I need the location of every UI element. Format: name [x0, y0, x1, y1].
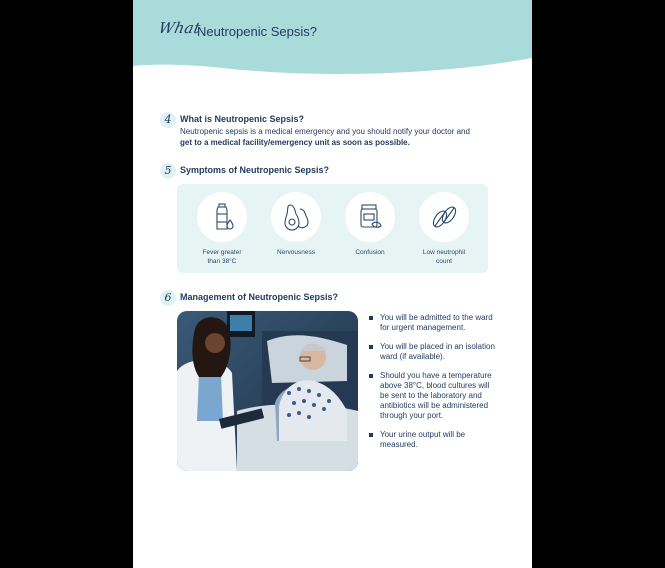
page-title: Neutropenic Sepsis? — [197, 24, 317, 39]
symptom-icon-circle — [271, 192, 321, 242]
list-item: You will be admitted to the ward for urgent management. — [369, 313, 497, 333]
section-number: 5 — [160, 163, 176, 179]
header-script-word: What — [157, 19, 203, 37]
section-body-bold: get to a medical facility/emergency unit as soon as possible. — [180, 138, 410, 147]
list-item: You will be placed in an isolation ward (if available). — [369, 342, 497, 362]
list-item: Should you have a temperature above 38°C, blood cultures will be sent to the laboratory and antibiotics will be administered through your port. — [369, 371, 497, 421]
symptom-label-line1: Confusion — [355, 249, 385, 256]
section-number: 6 — [160, 290, 176, 306]
hospital-photo — [177, 311, 358, 471]
page-header — [133, 0, 532, 74]
section-body — [180, 126, 495, 148]
symptom-icon-circle — [197, 192, 247, 242]
symptom-label — [335, 248, 405, 257]
section-body-text: Neutropenic sepsis is a medical emergency and you should notify your doctor and — [180, 127, 470, 136]
symptom-label — [261, 248, 331, 257]
symptoms-panel — [177, 184, 488, 273]
symptom-label-line2: than 38°C — [207, 258, 237, 265]
section-title: What is Neutropenic Sepsis? — [180, 114, 305, 124]
section-number: 4 — [160, 112, 176, 128]
section-title: Symptoms of Neutropenic Sepsis? — [180, 165, 330, 175]
symptom-item — [409, 192, 479, 266]
water-bottle-icon — [207, 202, 237, 232]
symptom-icon-circle — [345, 192, 395, 242]
symptom-label-line1: Fever greater — [202, 249, 242, 256]
symptom-label — [409, 248, 479, 266]
list-item: Your urine output will be measured. — [369, 430, 497, 450]
symptom-item — [261, 192, 331, 257]
section-title: Management of Neutropenic Sepsis? — [180, 292, 339, 302]
nuts-icon — [429, 202, 459, 232]
header-wave-band — [133, 0, 532, 74]
management-list — [369, 313, 497, 459]
symptom-icon-circle — [419, 192, 469, 242]
symptom-item — [187, 192, 257, 266]
symptom-label — [187, 248, 257, 266]
doctor-patient-image — [177, 311, 358, 471]
document-page — [133, 0, 532, 568]
symptom-item — [335, 192, 405, 257]
symptom-label-line2: count — [436, 258, 452, 265]
symptom-label-line1: Nervousness — [277, 249, 315, 256]
symptom-label-line1: Low neutrophil — [422, 249, 466, 256]
supplement-jar-icon — [355, 202, 385, 232]
avocado-icon — [281, 202, 311, 232]
